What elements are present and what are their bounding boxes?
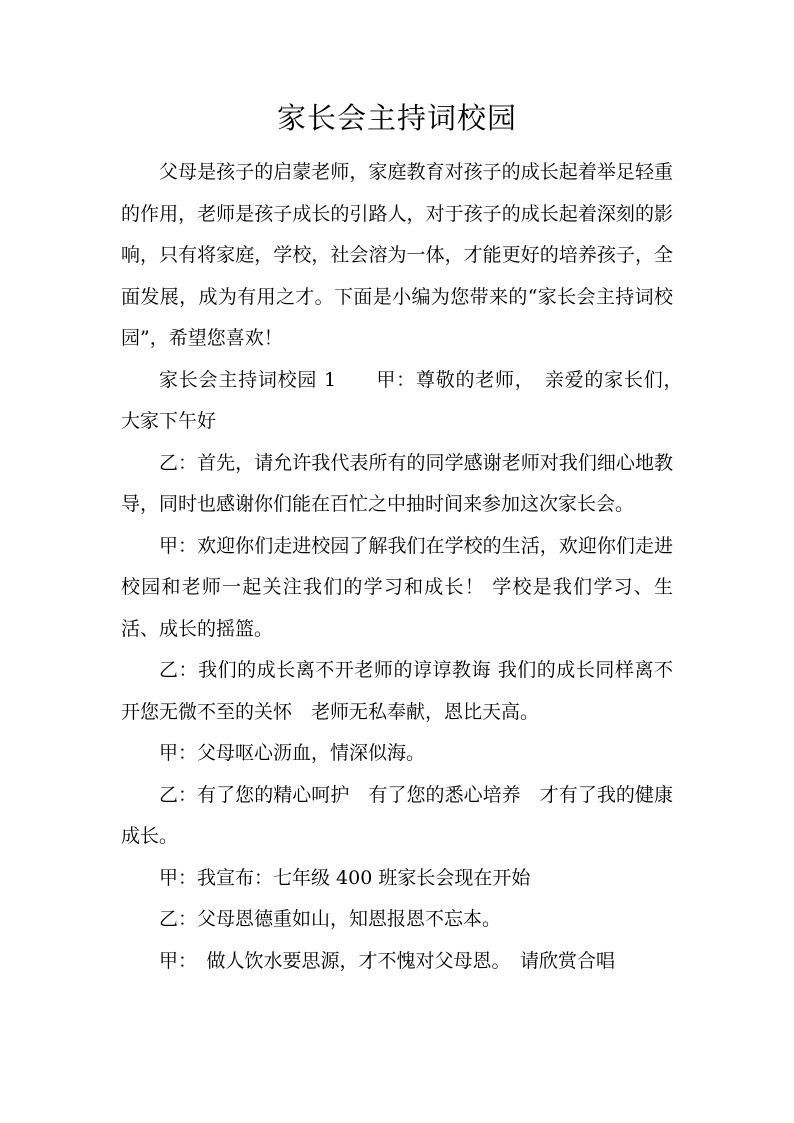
paragraph: 家长会主持词校园 1 甲：尊敬的老师， 亲爱的家长们， 大家下午好 [121,368,693,432]
paragraph-intro: 父母是孩子的启蒙老师，家庭教育对孩子的成长起着举足轻重的作用，老师是孩子成长的引路人，对于孩子的成长起着深刻的影响，只有将家庭，学校，社会溶为一体，才能更好的培养孩子，全面发展，成为有用之才。下面是小编为您带来的“家长会主持词校园”，希望您喜欢！ [121,161,673,349]
document-title: 家长会主持词校园 [276,101,517,135]
paragraph: 甲：欢迎你们走进校园了解我们在学校的生活，欢迎你们走进校园和老师一起关注我们的学习和成长！ 学校是我们学习、生活、成长的摇篮。 [121,534,673,640]
paragraph: 甲：父母呕心沥血，情深似海。 [159,742,426,764]
paragraph: 乙：有了您的精心呵护 有了您的悉心培养 才有了我的健康成长。 [121,783,673,847]
paragraph: 乙：首先，请允许我代表所有的同学感谢老师对我们细心地教导，同时也感谢你们能在百忙之中抽时间来参加这次家长会。 [121,451,673,515]
document-body [121,152,693,982]
paragraph: 甲： 做人饮水要思源，才不愧对父母恩。 请欣赏合唱 [159,949,616,972]
paragraph: 甲：我宣布：七年级 400 班家长会现在开始 [159,866,531,889]
paragraph: 乙：我们的成长离不开老师的谆谆教诲 我们的成长同样离不开您无微不至的关怀 老师无私奉献，恩比天高。 [121,659,673,723]
paragraph: 乙：父母恩德重如山，知恩报恩不忘本。 [159,908,502,930]
